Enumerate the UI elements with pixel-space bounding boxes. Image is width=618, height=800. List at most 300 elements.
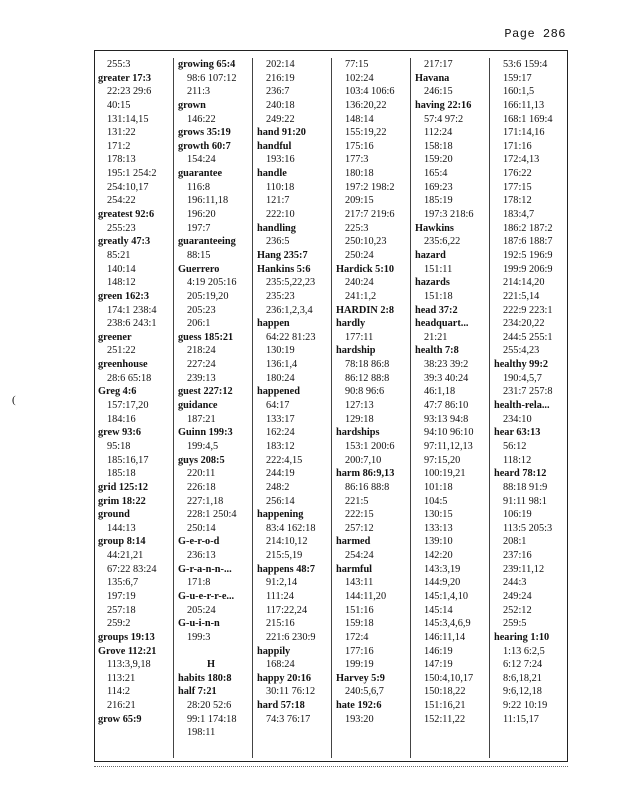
- index-reference: 214:10,12: [266, 536, 308, 548]
- index-reference: 256:14: [266, 495, 295, 507]
- index-reference: 175:16: [345, 140, 374, 152]
- index-reference: 239:13: [187, 372, 216, 384]
- index-reference: 250:14: [187, 522, 216, 534]
- index-reference: 235:5,22,23: [266, 277, 316, 289]
- index-term: growing 65:4: [178, 59, 236, 70]
- index-reference: 209:15: [345, 195, 374, 207]
- index-reference: 259:5: [503, 618, 527, 630]
- index-reference: 222:9 223:1: [503, 304, 553, 316]
- index-term: hardships: [336, 427, 380, 439]
- margin-mark: (: [12, 394, 16, 406]
- index-term: hate 192:6: [336, 700, 382, 712]
- index-reference: 110:18: [266, 181, 295, 193]
- index-term: headquart...: [415, 318, 469, 330]
- index-reference: 28:6 65:18: [107, 372, 152, 384]
- index-term: grows 35:19: [178, 127, 231, 139]
- index-reference: 177:15: [503, 181, 532, 193]
- index-reference: 205:19,20: [187, 290, 229, 302]
- index-reference: 91:2,14: [266, 577, 298, 589]
- index-reference: 151:11: [424, 263, 453, 275]
- index-reference: 249:22: [266, 113, 295, 125]
- index-reference: 196:20: [187, 209, 216, 221]
- index-reference: 64:17: [266, 400, 290, 412]
- index-term: greatly 47:3: [98, 236, 151, 248]
- index-reference: 101:18: [424, 481, 453, 493]
- index-reference: 103:4 106:6: [345, 86, 395, 98]
- index-reference: 136:20,22: [345, 99, 387, 111]
- index-term: harmed: [336, 536, 371, 548]
- index-reference: 77:15: [345, 59, 369, 70]
- index-reference: 197:19: [107, 590, 136, 602]
- index-term: group 8:14: [98, 536, 146, 548]
- index-reference: 136:1,4: [266, 359, 298, 371]
- index-reference: 244:3: [503, 577, 527, 589]
- index-reference: 148:14: [345, 113, 374, 125]
- index-term: head 37:2: [415, 304, 458, 316]
- index-reference: 215:16: [266, 618, 295, 630]
- index-reference: 144:11,20: [345, 590, 387, 602]
- index-reference: 195:1 254:2: [107, 168, 157, 180]
- index-reference: 129:18: [345, 413, 374, 425]
- index-term: growth 60:7: [178, 140, 231, 152]
- index-reference: 146:11,14: [424, 631, 466, 643]
- index-reference: 146:22: [187, 113, 216, 125]
- index-reference: 97:11,12,13: [424, 440, 473, 452]
- index-reference: 216:21: [107, 700, 136, 712]
- index-term: harm 86:9,13: [336, 468, 395, 480]
- index-reference: 176:22: [503, 168, 532, 180]
- index-column-6: [489, 58, 568, 758]
- index-reference: 248:2: [266, 481, 290, 493]
- index-term: happily: [257, 645, 291, 657]
- index-term: happened: [257, 386, 300, 398]
- index-reference: 171:2: [107, 140, 131, 152]
- index-reference: 218:24: [187, 345, 216, 357]
- index-reference: 147:19: [424, 659, 453, 671]
- index-reference: 193:16: [266, 154, 295, 166]
- index-reference: 93:13 94:8: [424, 413, 469, 425]
- index-term: happening: [257, 509, 304, 521]
- index-reference: 178:13: [107, 154, 136, 166]
- index-reference: 171:14,16: [503, 127, 545, 139]
- index-reference: 57:4 97:2: [424, 113, 464, 125]
- index-reference: 211:3: [187, 86, 211, 98]
- index-reference: 154:24: [187, 154, 216, 166]
- index-reference: 236:1,2,3,4: [266, 304, 313, 316]
- index-reference: 94:10 96:10: [424, 427, 474, 439]
- index-reference: 198:11: [187, 727, 216, 739]
- index-term: Harvey 5:9: [336, 672, 385, 684]
- index-term: heard 78:12: [494, 468, 547, 480]
- index-reference: 237:16: [503, 550, 532, 562]
- index-term: green 162:3: [98, 290, 149, 302]
- index-term: having 22:16: [415, 99, 472, 111]
- index-term: guess 185:21: [178, 331, 234, 343]
- index-term: G-r-a-n-n-...: [178, 563, 232, 575]
- index-reference: 83:4 162:18: [266, 522, 316, 534]
- index-reference: 159:17: [503, 72, 532, 84]
- index-reference: 46:1,18: [424, 386, 456, 398]
- index-term: greatest 92:6: [98, 209, 155, 221]
- index-reference: 241:1,2: [345, 290, 377, 302]
- index-reference: 231:7 257:8: [503, 386, 553, 398]
- index-term: guidance: [178, 400, 218, 412]
- index-reference: 208:1: [503, 536, 527, 548]
- index-term: G-u-e-r-r-e...: [178, 590, 235, 602]
- index-reference: 130:15: [424, 509, 453, 521]
- index-reference: 165:4: [424, 168, 448, 180]
- index-term: guaranteeing: [178, 236, 236, 248]
- index-reference: 216:19: [266, 72, 295, 84]
- index-reference: 111:24: [266, 590, 294, 602]
- index-term: grow 65:9: [98, 713, 142, 725]
- bottom-rule: [94, 766, 568, 767]
- index-reference: 185:19: [424, 195, 453, 207]
- index-reference: 78:18 86:8: [345, 359, 390, 371]
- index-reference: 100:19,21: [424, 468, 466, 480]
- index-reference: 131:22: [107, 127, 136, 139]
- index-reference: 257:18: [107, 604, 136, 616]
- index-term: harmful: [336, 563, 373, 575]
- index-reference: 133:13: [424, 522, 453, 534]
- index-reference: 222:4,15: [266, 454, 303, 466]
- index-reference: 199:19: [345, 659, 374, 671]
- index-reference: 40:15: [107, 99, 131, 111]
- index-reference: 162:24: [266, 427, 295, 439]
- index-reference: 106:19: [503, 509, 532, 521]
- index-reference: 197:2 198:2: [345, 181, 395, 193]
- index-reference: 150:18,22: [424, 686, 466, 698]
- index-reference: 142:20: [424, 550, 453, 562]
- index-term: health-rela...: [494, 400, 550, 412]
- index-reference: 199:4,5: [187, 440, 219, 452]
- index-reference: 97:15,20: [424, 454, 461, 466]
- index-reference: 220:11: [187, 468, 216, 480]
- index-reference: 190:4,5,7: [503, 372, 542, 384]
- index-term: guest 227:12: [178, 386, 233, 398]
- index-reference: 180:24: [266, 372, 295, 384]
- index-reference: 187:21: [187, 413, 216, 425]
- index-term: Hang 235:7: [257, 249, 308, 261]
- index-reference: 197:7: [187, 222, 211, 234]
- index-term: hear 63:13: [494, 427, 541, 439]
- index-term: hearing 1:10: [494, 631, 550, 643]
- index-reference: 254:24: [345, 550, 374, 562]
- index-reference: 225:3: [345, 222, 369, 234]
- index-reference: 150:4,10,17: [424, 672, 474, 684]
- index-reference: 39:3 40:24: [424, 372, 469, 384]
- index-reference: 236:7: [266, 86, 290, 98]
- index-reference: 99:1 174:18: [187, 713, 237, 725]
- index-reference: 67:22 83:24: [107, 563, 157, 575]
- index-term: groups 19:13: [98, 631, 155, 643]
- index-term: Hankins 5:6: [257, 263, 311, 275]
- index-reference: 206:1: [187, 318, 211, 330]
- index-reference: 226:18: [187, 481, 216, 493]
- index-reference: 257:12: [345, 522, 374, 534]
- index-reference: 11:15,17: [503, 713, 539, 725]
- index-reference: 9:6,12,18: [503, 686, 542, 698]
- index-term: Guerrero: [178, 263, 220, 275]
- index-reference: 205:24: [187, 604, 216, 616]
- index-reference: 239:11,12: [503, 563, 545, 575]
- index-reference: 140:14: [107, 263, 136, 275]
- index-term: hardly: [336, 318, 366, 330]
- index-reference: 159:20: [424, 154, 453, 166]
- index-term: hand 91:20: [257, 127, 306, 139]
- index-term: guys 208:5: [178, 454, 225, 466]
- index-reference: 47:7 86:10: [424, 400, 469, 412]
- index-reference: 235:6,22: [424, 236, 461, 248]
- index-term: hard 57:18: [257, 700, 305, 712]
- index-column-4: [331, 58, 410, 758]
- index-reference: 234:20,22: [503, 318, 545, 330]
- index-reference: 86:12 88:8: [345, 372, 390, 384]
- index-reference: 185:18: [107, 468, 136, 480]
- index-reference: 259:2: [107, 618, 131, 630]
- index-reference: [178, 645, 252, 659]
- index-reference: 246:15: [424, 86, 453, 98]
- index-reference: 148:12: [107, 277, 136, 289]
- index-reference: 74:3 76:17: [266, 713, 311, 725]
- index-reference: 8:6,18,21: [503, 672, 542, 684]
- index-reference: 177:11: [345, 331, 374, 343]
- index-term: grew 93:6: [98, 427, 141, 439]
- index-term: Hardick 5:10: [336, 263, 395, 275]
- index-reference: 98:6 107:12: [187, 72, 237, 84]
- index-term: hazard: [415, 249, 446, 261]
- index-reference: 215:5,19: [266, 550, 303, 562]
- index-reference: 116:8: [187, 181, 211, 193]
- index-term: Guinn 199:3: [178, 427, 233, 439]
- index-reference: 112:24: [424, 127, 453, 139]
- index-term: greater 17:3: [98, 72, 152, 84]
- index-reference: 160:1,5: [503, 86, 535, 98]
- index-reference: 168:1 169:4: [503, 113, 553, 125]
- index-reference: 249:24: [503, 590, 532, 602]
- index-term: grid 125:12: [98, 481, 149, 493]
- page-number: Page 286: [504, 27, 566, 41]
- index-reference: 255:4,23: [503, 345, 540, 357]
- index-reference: 197:3 218:6: [424, 209, 474, 221]
- index-reference: 200:7,10: [345, 454, 382, 466]
- index-reference: 250:24: [345, 249, 374, 261]
- index-term: Hawkins: [415, 222, 454, 234]
- index-reference: 6:12 7:24: [503, 659, 543, 671]
- index-reference: 227:24: [187, 359, 216, 371]
- index-reference: 86:16 88:8: [345, 481, 390, 493]
- index-reference: 168:24: [266, 659, 295, 671]
- index-reference: 199:9 206:9: [503, 263, 553, 275]
- index-column-2: [173, 58, 252, 758]
- index-term: HARDIN 2:8: [336, 304, 395, 316]
- index-term: greener: [98, 331, 132, 343]
- index-reference: 166:11,13: [503, 99, 545, 111]
- index-reference: 151:16: [345, 604, 374, 616]
- index-reference: 135:6,7: [107, 577, 139, 589]
- index-reference: 91:11 98:1: [503, 495, 547, 507]
- index-reference: 64:22 81:23: [266, 331, 316, 343]
- index-term: G-u-i-n-n: [178, 618, 220, 630]
- index-column-5: [410, 58, 489, 758]
- index-reference: 240:5,6,7: [345, 686, 384, 698]
- index-reference: 234:10: [503, 413, 532, 425]
- index-reference: 130:19: [266, 345, 295, 357]
- index-reference: 151:16,21: [424, 700, 466, 712]
- index-reference: 236:13: [187, 550, 216, 562]
- index-reference: 9:22 10:19: [503, 700, 548, 712]
- index-reference: 4:19 205:16: [187, 277, 237, 289]
- index-term: health 7:8: [415, 345, 459, 357]
- index-reference: 244:5 255:1: [503, 331, 553, 343]
- index-term: grown: [178, 99, 206, 111]
- index-reference: 221:6 230:9: [266, 631, 316, 643]
- index-term: handle: [257, 168, 287, 180]
- index-reference: 146:19: [424, 645, 453, 657]
- index-term: hardship: [336, 345, 376, 357]
- index-reference: 238:6 243:1: [107, 318, 157, 330]
- index-reference: 244:19: [266, 468, 295, 480]
- index-reference: 228:1 250:4: [187, 509, 237, 521]
- index-term: ground: [98, 509, 130, 521]
- index-reference: 143:11: [345, 577, 374, 589]
- index-reference: 88:15: [187, 249, 211, 261]
- index-term: half 7:21: [178, 686, 217, 698]
- index-reference: 199:3: [187, 631, 211, 643]
- index-reference: 133:17: [266, 413, 295, 425]
- index-reference: 171:8: [187, 577, 211, 589]
- index-term: handful: [257, 140, 292, 152]
- index-column-1: [94, 58, 173, 758]
- index-term: grim 18:22: [98, 495, 146, 507]
- index-reference: 155:19,22: [345, 127, 387, 139]
- index-reference: 250:10,23: [345, 236, 387, 248]
- index-term: healthy 99:2: [494, 359, 549, 371]
- index-reference: 152:11,22: [424, 713, 466, 725]
- index-reference: 145:3,4,6,9: [424, 618, 471, 630]
- index-reference: 217:7 219:6: [345, 209, 395, 221]
- index-reference: 227:1,18: [187, 495, 224, 507]
- index-reference: 102:24: [345, 72, 374, 84]
- index-reference: 95:18: [107, 440, 131, 452]
- index-reference: 144:9,20: [424, 577, 461, 589]
- index-reference: 90:8 96:6: [345, 386, 385, 398]
- index-reference: 159:18: [345, 618, 374, 630]
- index-reference: 113:5 205:3: [503, 522, 553, 534]
- index-reference: 30:11 76:12: [266, 686, 316, 698]
- index-reference: 193:20: [345, 713, 374, 725]
- index-reference: 240:18: [266, 99, 295, 111]
- index-reference: 145:1,4,10: [424, 590, 469, 602]
- index-reference: 1:13 6:2,5: [503, 645, 545, 657]
- index-reference: 221:5: [345, 495, 369, 507]
- index-reference: 145:14: [424, 604, 453, 616]
- index-reference: 121:7: [266, 195, 290, 207]
- index-reference: 222:10: [266, 209, 295, 221]
- index-reference: 169:23: [424, 181, 453, 193]
- index-term: Grove 112:21: [98, 645, 157, 657]
- index-reference: 53:6 159:4: [503, 59, 548, 70]
- index-reference: 131:14,15: [107, 113, 149, 125]
- index-term: G-e-r-o-d: [178, 536, 220, 548]
- index-reference: 184:16: [107, 413, 136, 425]
- index-term: guarantee: [178, 168, 223, 180]
- section-letter: H: [206, 659, 215, 671]
- index-reference: 21:21: [424, 331, 448, 343]
- index-term: habits 180:8: [178, 672, 232, 684]
- index-term: happens 48:7: [257, 563, 316, 575]
- index-reference: 255:23: [107, 222, 136, 234]
- index-term: handling: [257, 222, 296, 234]
- index-reference: 186:2 187:2: [503, 222, 553, 234]
- index-reference: 196:11,18: [187, 195, 229, 207]
- index-reference: 139:10: [424, 536, 453, 548]
- index-term: happen: [257, 318, 290, 330]
- index-term: greenhouse: [98, 359, 148, 371]
- index-reference: 236:5: [266, 236, 290, 248]
- index-reference: 104:5: [424, 495, 448, 507]
- index-reference: 85:21: [107, 249, 131, 261]
- index-reference: 157:17,20: [107, 400, 149, 412]
- index-reference: 56:12: [503, 440, 527, 452]
- index-reference: 113:21: [107, 672, 136, 684]
- index-columns: [94, 58, 568, 758]
- index-reference: 240:24: [345, 277, 374, 289]
- index-reference: 144:13: [107, 522, 136, 534]
- index-reference: 174:1 238:4: [107, 304, 157, 316]
- index-reference: 117:22,24: [266, 604, 308, 616]
- index-reference: 178:12: [503, 195, 532, 207]
- index-reference: 222:15: [345, 509, 374, 521]
- index-reference: 114:2: [107, 686, 131, 698]
- index-reference: 183:4,7: [503, 209, 535, 221]
- index-reference: 153:1 200:6: [345, 440, 395, 452]
- index-term: happy 20:16: [257, 672, 312, 684]
- index-reference: 172:4: [345, 631, 369, 643]
- index-reference: 127:13: [345, 400, 374, 412]
- index-reference: 180:18: [345, 168, 374, 180]
- index-term: hazards: [415, 277, 450, 289]
- index-reference: 217:17: [424, 59, 453, 70]
- index-reference: 255:3: [107, 59, 131, 70]
- index-reference: 113:3,9,18: [107, 659, 151, 671]
- index-column-3: [252, 58, 331, 758]
- index-reference: 28:20 52:6: [187, 700, 232, 712]
- index-reference: 38:23 39:2: [424, 359, 469, 371]
- index-reference: 205:23: [187, 304, 216, 316]
- index-reference: 252:12: [503, 604, 532, 616]
- index-reference: 254:10,17: [107, 181, 149, 193]
- index-reference: 202:14: [266, 59, 295, 70]
- index-reference: 187:6 188:7: [503, 236, 553, 248]
- index-reference: 22:23 29:6: [107, 86, 152, 98]
- index-reference: 192:5 196:9: [503, 249, 553, 261]
- index-reference: 177:3: [345, 154, 369, 166]
- index-reference: 151:18: [424, 290, 453, 302]
- index-term: Greg 4:6: [98, 386, 137, 398]
- index-reference: 221:5,14: [503, 290, 540, 302]
- index-reference: 214:14,20: [503, 277, 545, 289]
- index-reference: 118:12: [503, 454, 532, 466]
- index-reference: 235:23: [266, 290, 295, 302]
- index-reference: 177:16: [345, 645, 374, 657]
- index-reference: 88:18 91:9: [503, 481, 548, 493]
- index-reference: 44:21,21: [107, 550, 144, 562]
- index-reference: 183:12: [266, 440, 295, 452]
- index-reference: 251:22: [107, 345, 136, 357]
- index-reference: 172:4,13: [503, 154, 540, 166]
- index-reference: 185:16,17: [107, 454, 149, 466]
